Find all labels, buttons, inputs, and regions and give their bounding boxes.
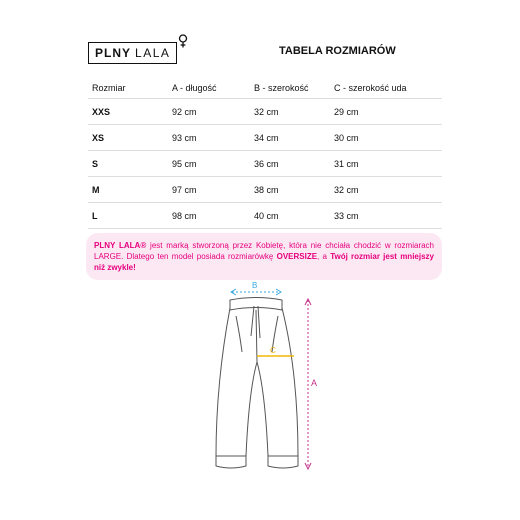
table-row xyxy=(88,177,442,203)
oversize-note xyxy=(86,233,442,280)
female-symbol-icon xyxy=(178,34,188,48)
thigh-cell: 32 cm xyxy=(334,177,442,203)
note-brand: PLNY LALA® xyxy=(94,241,147,250)
size-table xyxy=(88,78,442,229)
measure-a xyxy=(305,299,317,469)
note-text-1: jest marką stworzoną przez Kobietę, która nie chciała chodzić w rozmiarach LARGE. Dlatego ten model posiada rozmiarówkę xyxy=(94,241,435,261)
size-cell: M xyxy=(88,177,172,203)
length-cell: 92 cm xyxy=(172,99,254,125)
note-size-warning: Twój rozmiar jest mniejszy niż zwykle! xyxy=(94,252,434,272)
table-row xyxy=(88,125,442,151)
table-row xyxy=(88,203,442,229)
thigh-cell: 30 cm xyxy=(334,125,442,151)
page-title: TABELA ROZMIARÓW xyxy=(279,45,396,57)
thigh-cell: 33 cm xyxy=(334,203,442,229)
measure-b xyxy=(231,281,281,295)
column-header-length: A - długość xyxy=(172,78,254,99)
pants-measurement-diagram xyxy=(190,280,340,490)
table-row xyxy=(88,151,442,177)
width-cell: 40 cm xyxy=(254,203,334,229)
thigh-cell: 31 cm xyxy=(334,151,442,177)
length-cell: 95 cm xyxy=(172,151,254,177)
logo-bold: PLNY xyxy=(95,46,132,60)
column-header-size: Rozmiar xyxy=(88,78,172,99)
width-cell: 36 cm xyxy=(254,151,334,177)
width-cell: 32 cm xyxy=(254,99,334,125)
size-cell: XS xyxy=(88,125,172,151)
thigh-cell: 29 cm xyxy=(334,99,442,125)
width-cell: 34 cm xyxy=(254,125,334,151)
header xyxy=(88,40,396,66)
measure-c xyxy=(257,346,294,356)
pants-outline xyxy=(216,298,298,469)
column-header-thigh: C - szerokość uda xyxy=(334,78,442,99)
length-cell: 98 cm xyxy=(172,203,254,229)
label-c: C xyxy=(270,346,276,355)
size-cell: S xyxy=(88,151,172,177)
table-row xyxy=(88,99,442,125)
brand-logo xyxy=(88,42,177,64)
length-cell: 93 cm xyxy=(172,125,254,151)
width-cell: 38 cm xyxy=(254,177,334,203)
length-cell: 97 cm xyxy=(172,177,254,203)
size-cell: XXS xyxy=(88,99,172,125)
logo-light: LALA xyxy=(135,46,171,60)
label-a: A xyxy=(311,378,318,388)
note-oversize: OVERSIZE xyxy=(276,252,318,261)
note-text-2: , a xyxy=(317,252,331,261)
size-cell: L xyxy=(88,203,172,229)
table-header-row xyxy=(88,78,442,99)
column-header-width: B - szerokość xyxy=(254,78,334,99)
label-b: B xyxy=(252,281,258,290)
